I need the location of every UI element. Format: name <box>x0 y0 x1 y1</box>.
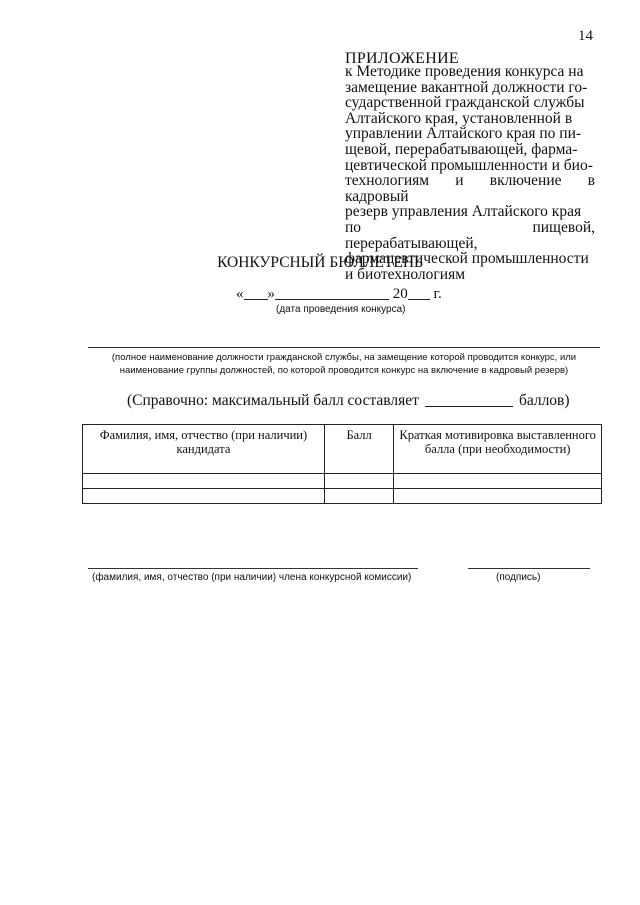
page-number: 14 <box>578 28 593 44</box>
header-score: Балл <box>324 425 394 474</box>
header-motivation: Краткая мотивировка выставленного балла (при необходимости) <box>394 425 602 474</box>
max-score-blank[interactable] <box>425 392 513 407</box>
appendix-line: к Методике проведения конкурса на <box>345 63 584 80</box>
candidates-table <box>82 424 602 504</box>
bulletin-title: КОНКУРСНЫЙ БЮЛЛЕТЕНЬ <box>217 254 423 271</box>
appendix-line: технологиям и включение в кадровый <box>345 172 595 205</box>
appendix-line: управлении Алтайского края по пи- <box>345 125 582 143</box>
appendix-line <box>345 220 595 251</box>
appendix-line: сударственной гражданской службы <box>345 94 585 112</box>
appendix-text <box>345 64 595 282</box>
date-caption: (дата проведения конкурса) <box>276 304 406 315</box>
position-blank-line[interactable] <box>88 347 600 348</box>
table-row <box>83 474 602 489</box>
cell-motivation[interactable] <box>394 474 602 489</box>
signature-caption: (подпись) <box>496 572 541 583</box>
date-suffix: г. <box>433 286 442 302</box>
reference-prefix: (Справочно: максимальный балл составляет <box>127 392 419 409</box>
date-line[interactable] <box>236 285 442 303</box>
date-open-quote: « <box>236 286 244 302</box>
signature-blank-line[interactable] <box>468 568 590 569</box>
cell-motivation[interactable] <box>394 489 602 504</box>
appendix-line: Алтайского края, установленной в <box>345 109 573 127</box>
appendix-line: цевтической промышленности и био- <box>345 156 593 174</box>
position-caption-line: (полное наименование должности гражданской службы, на замещение которой проводится конкурс, или <box>111 352 577 363</box>
cell-candidate-name[interactable] <box>83 474 325 489</box>
date-close-quote: » <box>267 286 275 302</box>
cell-score[interactable] <box>324 474 394 489</box>
date-day-blank[interactable] <box>244 285 268 300</box>
position-caption <box>88 351 600 377</box>
appendix-line: щевой, перерабатывающей, фарма- <box>345 140 578 158</box>
date-year-blank[interactable] <box>408 285 430 300</box>
table-row <box>83 489 602 504</box>
max-score-reference <box>127 392 570 410</box>
appendix-line: и биотехнологиям <box>345 265 466 283</box>
member-name-blank-line[interactable] <box>88 568 418 569</box>
member-name-caption: (фамилия, имя, отчество (при наличии) члена конкурсной комиссии) <box>92 572 412 583</box>
appendix-line: замещение вакантной должности го- <box>345 78 588 96</box>
appendix-line-text: по пищевой, перерабатывающей, <box>345 218 595 252</box>
date-month-blank[interactable] <box>275 285 389 300</box>
reference-suffix: баллов) <box>518 392 570 409</box>
header-candidate-name: Фамилия, имя, отчество (при наличии) кандидата <box>83 425 325 474</box>
table-header-row <box>83 425 602 474</box>
cell-score[interactable] <box>324 489 394 504</box>
cell-candidate-name[interactable] <box>83 489 325 504</box>
date-year-prefix: 20 <box>392 286 408 302</box>
position-caption-line: наименование группы должностей, по которой проводится конкурс на включение в кадровый резерв) <box>119 365 569 376</box>
appendix-line: фармацевтической промышленности <box>345 250 589 268</box>
appendix-line: резерв управления Алтайского края <box>345 203 582 221</box>
appendix-heading: ПРИЛОЖЕНИЕ <box>345 50 460 67</box>
